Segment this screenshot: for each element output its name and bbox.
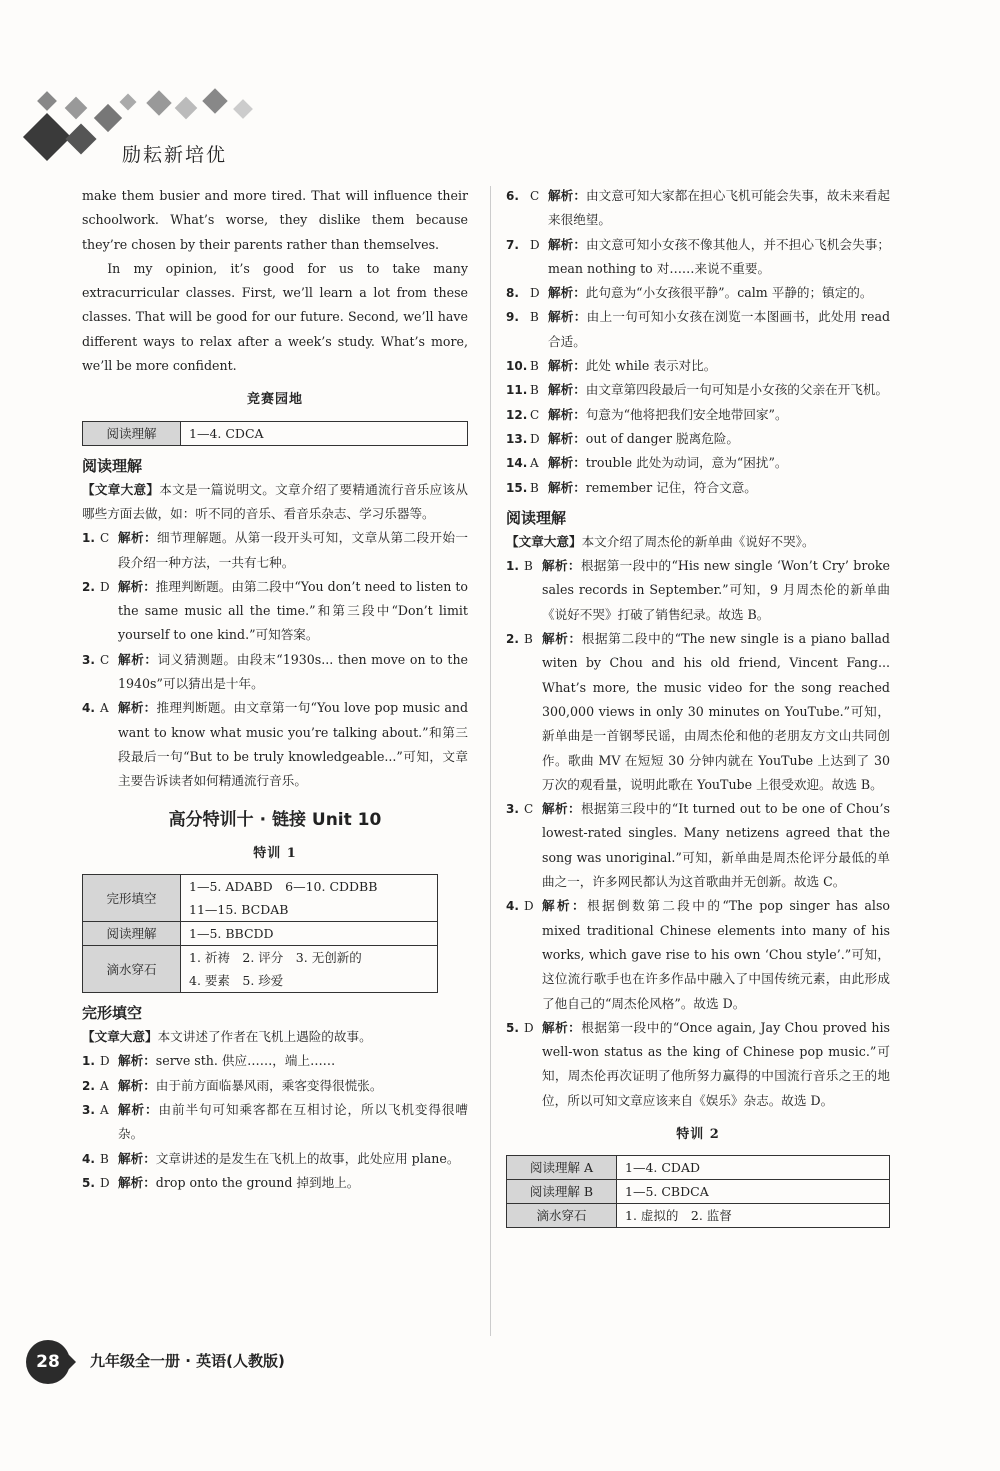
item-text: 根据第三段中的“It turned out to be one of Chou’s lowest-rated singles. Many netizens agreed that the song was unoriginal.”可知，新单曲是周杰伦评分最低的单曲之一，许多网民都认为这首歌曲并无创新。故选 C。: [542, 801, 890, 890]
item-answer: C: [530, 407, 540, 422]
list-item: [506, 184, 890, 233]
item-text: 文章讲述的是发生在飞机上的故事，此处应用 plane。: [155, 1150, 460, 1166]
list-item: [82, 648, 468, 697]
item-label: 解析：: [118, 1174, 156, 1190]
item-text: 由文意可知大家都在担心飞机可能会失事，故未来看起来很绝望。: [548, 188, 891, 228]
essay-paragraph: In my opinion, it’s good for us to take many extracurricular classes. First, we’ll learn a lot from these classes. That will be good for our future. Second, we’ll have different ways to relax after a week’s study. What’s more, we’ll be more confident.: [82, 260, 468, 374]
table-label: 阅读理解: [83, 421, 181, 445]
item-text: trouble 此处为动词，意为“困扰”。: [585, 455, 788, 471]
table-line: 4. 要素 5. 珍爱: [189, 973, 284, 989]
list-item: [82, 575, 468, 648]
left-column: [82, 184, 468, 1195]
table-label: 阅读理解 A: [507, 1156, 617, 1180]
list-item: [506, 627, 890, 797]
train2-title: 特训 2: [676, 1126, 720, 1142]
list-item: [82, 1147, 468, 1171]
item-label: 解析：: [542, 898, 588, 914]
item-label: 解析：: [542, 631, 582, 647]
table-row: [507, 1180, 890, 1204]
diamond-icon: [146, 90, 171, 115]
list-item: [82, 696, 468, 793]
item-answer: B: [100, 1151, 109, 1166]
list-item: [82, 1171, 468, 1195]
item-text: 由文章第四段最后一句可知是小女孩的父亲在开飞机。: [585, 382, 889, 398]
item-number: 12.: [506, 407, 528, 422]
table-value: 1—5. BBCDD: [181, 922, 438, 946]
right-column: [506, 184, 890, 1236]
diamond-icon: [120, 94, 137, 111]
item-text: 细节理解题。从第一段开头可知，文章从第二段开始一段介绍一种方法，一共有七种。: [118, 530, 469, 570]
item-answer: C: [530, 189, 540, 203]
item-label: 解析：: [118, 700, 157, 716]
item-answer: B: [530, 310, 539, 325]
diamond-icon: [175, 97, 198, 120]
table-row: [83, 922, 438, 946]
summary: [82, 1025, 468, 1049]
item-label: 解析：: [118, 1102, 159, 1118]
diamond-icon: [233, 99, 253, 119]
item-number: 8.: [506, 286, 519, 301]
table-label: 阅读理解: [83, 922, 181, 946]
table-row: [83, 946, 438, 993]
table-line: 1—5. ADABD 6—10. CDDBB: [189, 879, 378, 895]
summary-label: 【文章大意】: [82, 1029, 158, 1045]
item-label: 解析：: [548, 236, 587, 252]
table-row: [83, 875, 438, 922]
item-label: 解析：: [548, 455, 586, 471]
item-answer: D: [100, 579, 110, 594]
item-answer: B: [524, 559, 533, 574]
table-label: 滴水穿石: [83, 946, 181, 993]
item-label: 解析：: [548, 430, 586, 446]
item-label: 解析：: [548, 479, 586, 495]
book-title: 九年级全一册 · 英语(人教版): [90, 1352, 285, 1370]
table-value: [181, 875, 438, 922]
item-number: 3.: [82, 1103, 95, 1118]
item-number: 2.: [82, 1078, 95, 1093]
item-label: 解析：: [548, 188, 587, 203]
item-number: 6.: [506, 189, 519, 203]
item-number: 7.: [506, 237, 519, 252]
item-label: 解析：: [118, 578, 156, 594]
item-number: 15.: [506, 480, 528, 495]
item-label: 解析：: [118, 1077, 156, 1093]
item-label: 解析：: [542, 1019, 582, 1035]
table-value: 1. 虚拟的 2. 监督: [617, 1204, 890, 1228]
brand-title: 励耘新培优: [122, 144, 228, 166]
item-text: 句意为“他将把我们安全地带回家”。: [585, 406, 788, 422]
list-item: [506, 554, 890, 627]
table-value: 1—4. CDAD: [617, 1156, 890, 1180]
item-text: 推理判断题。由文章第一句“You love pop music and want to know what music you’re talking about.”和第三段最后一句“But to be truly knowledgeable...”可知，文章主要告诉读者如何精通流行音乐。: [118, 700, 469, 789]
item-number: 4.: [506, 899, 519, 914]
item-answer: B: [530, 480, 539, 495]
item-number: 1.: [506, 559, 519, 574]
item-number: 9.: [506, 310, 519, 325]
item-answer: C: [100, 531, 110, 546]
item-text: remember 记住，符合文意。: [585, 479, 757, 495]
item-answer: B: [524, 632, 533, 647]
list-item: [506, 354, 890, 378]
header-decoration: [22, 88, 382, 188]
list-item: [506, 1016, 890, 1113]
item-label: 解析：: [548, 358, 586, 374]
table-label: 阅读理解 B: [507, 1180, 617, 1204]
table-row: [507, 1204, 890, 1228]
table-line: 11—15. BCDAB: [189, 902, 289, 918]
item-label: 解析：: [118, 1150, 156, 1166]
item-text: 推理判断题。由第二段中“You don’t need to listen to the same music all the time.”和第三段中“Don’t limit yourself to one kind.”可知答案。: [118, 578, 469, 643]
item-text: 根据倒数第二段中的“The pop singer has also mixed traditional Chinese elements into many of his works, which gave rise to his own ‘Chou style’.”可知，这位流行歌手也在许多作品中融入了中国传统元素，由此形成了他自己的“周杰伦风格”。故选 D。: [542, 898, 891, 1011]
item-answer: A: [100, 701, 109, 716]
item-label: 解析：: [118, 1053, 156, 1069]
item-answer: D: [524, 899, 534, 914]
train1-answer-table: [82, 874, 438, 993]
item-text: 此处 while 表示对比。: [585, 358, 717, 374]
item-number: 4.: [82, 701, 95, 716]
item-answer: A: [530, 456, 539, 471]
item-number: 10.: [506, 359, 528, 374]
diamond-icon: [94, 104, 122, 132]
list-item: [82, 1049, 468, 1073]
summary-text: 本文是一篇说明文。文章介绍了要精通流行音乐应该从哪些方面去做，如：听不同的音乐、看音乐杂志、学习乐器等。: [82, 481, 469, 521]
table-line: 1. 祈祷 2. 评分 3. 无创新的: [189, 950, 362, 966]
item-answer: B: [530, 383, 539, 398]
item-answer: D: [530, 237, 540, 252]
list-item: [506, 378, 890, 402]
contest-answer-table: [82, 421, 468, 446]
item-answer: A: [100, 1103, 109, 1118]
item-label: 解析：: [118, 651, 158, 667]
train1-title: 特训 1: [253, 845, 297, 861]
item-answer: D: [530, 431, 540, 446]
item-text: 此句意为“小女孩很平静”。calm 平静的；镇定的。: [585, 285, 873, 301]
summary: [506, 530, 890, 554]
item-number: 5.: [82, 1175, 95, 1190]
diamond-icon: [37, 91, 57, 111]
item-label: 解析：: [548, 382, 586, 398]
item-text: 根据第一段中的“Once again, Jay Chou proved his well-won status as the king of Chinese pop music.”可知，周杰伦再次证明了他所努力赢得的中国流行音乐之王的地位，所以可知文章应该来自《娱乐》杂志。故选 D。: [542, 1019, 891, 1108]
summary-text: 本文讲述了作者在飞机上遇险的故事。: [157, 1029, 372, 1045]
contest-title: 竞赛园地: [246, 392, 303, 408]
item-answer: D: [524, 1020, 534, 1035]
item-text: 由前半句可知乘客都在互相讨论，所以飞机变得很嘈杂。: [118, 1102, 469, 1142]
item-answer: D: [530, 286, 540, 301]
item-text: 词义猜测题。由段末“1930s... then move on to the 1940s”可以猜出是十年。: [118, 651, 469, 692]
item-text: 由于前方面临暴风雨，乘客变得很慌张。: [155, 1077, 383, 1093]
item-answer: D: [100, 1054, 110, 1069]
item-number: 5.: [506, 1020, 519, 1035]
table-value: 1—4. CDCA: [181, 421, 468, 445]
item-number: 4.: [82, 1151, 95, 1166]
item-text: 由上一句可知小女孩在浏览一本图画书，此处用 read 合适。: [548, 309, 891, 349]
item-text: serve sth. 供应……，端上……: [155, 1053, 336, 1069]
table-row: [507, 1156, 890, 1180]
column-divider: [490, 186, 491, 1336]
section-title: 完形填空: [82, 1004, 143, 1023]
summary: [82, 478, 468, 527]
item-number: 13.: [506, 431, 528, 446]
item-number: 1.: [82, 531, 95, 546]
item-answer: A: [100, 1078, 109, 1093]
item-text: 由文意可知小女孩不像其他人，并不担心飞机会失事；mean nothing to 对……来说不重要。: [548, 236, 891, 276]
list-item: [506, 281, 890, 305]
item-answer: B: [530, 359, 539, 374]
item-number: 14.: [506, 456, 528, 471]
item-number: 2.: [82, 579, 95, 594]
item-number: 3.: [506, 802, 519, 817]
item-number: 11.: [506, 383, 528, 398]
list-item: [506, 476, 890, 500]
list-item: [506, 427, 890, 451]
list-item: [82, 526, 468, 575]
list-item: [506, 894, 890, 1015]
item-label: 解析：: [118, 530, 157, 546]
item-text: 根据第一段中的“His new single ‘Won’t Cry’ broke sales records in September.”可知，9 月周杰伦的新单曲《说好不哭》打破了销售纪录。故选 B。: [542, 558, 890, 622]
table-row: [83, 421, 468, 445]
item-text: 根据第二段中的“The new single is a piano ballad witen by Chou and his old friend, Vincent Fang... What’s more, the music video for the song reached 300,000 views in only 30 minutes on YouTube.”可知，新单曲是一首钢琴民谣，由周杰伦和他的老朋友方文山共同创作。歌曲 MV 在短短 30 分钟内就在 YouTube 上达到了 30 万次的观看量，说明此歌在 YouTube 上很受欢迎。故选 B。: [542, 631, 890, 792]
list-item: [506, 305, 890, 354]
page-number: 28: [26, 1340, 70, 1384]
list-item: [506, 233, 890, 282]
item-text: drop onto the ground 掉到地上。: [155, 1174, 360, 1190]
list-item: [506, 403, 890, 427]
table-value: 1—5. CBDCA: [617, 1180, 890, 1204]
table-label: 完形填空: [83, 875, 181, 922]
diamond-icon: [65, 97, 88, 120]
item-text: out of danger 脱离危险。: [585, 430, 739, 446]
diamond-icon: [23, 113, 71, 161]
unit-title: 高分特训十 · 链接 Unit 10: [168, 809, 382, 830]
summary-label: 【文章大意】: [506, 533, 582, 549]
list-item: [82, 1098, 468, 1147]
table-label: 滴水穿石: [507, 1204, 617, 1228]
section-title: 阅读理解: [82, 456, 143, 475]
list-item: [506, 797, 890, 894]
list-item: [82, 1074, 468, 1098]
item-number: 2.: [506, 632, 519, 647]
table-value: [181, 946, 438, 993]
train2-answer-table: [506, 1155, 890, 1228]
diamond-icon: [65, 123, 96, 154]
page-number-arrow: [64, 1350, 76, 1374]
diamond-icon: [202, 88, 227, 113]
item-number: 3.: [82, 652, 95, 667]
section-title: 阅读理解: [506, 508, 567, 527]
summary-text: 本文介绍了周杰伦的新单曲《说好不哭》。: [581, 533, 815, 549]
item-label: 解析：: [542, 558, 581, 574]
essay-paragraph: make them busier and more tired. That will influence their schoolwork. What’s worse, they dislike them because they’re chosen by their parents rather than themselves.: [82, 188, 468, 252]
item-number: 1.: [82, 1054, 95, 1069]
item-answer: C: [524, 802, 534, 817]
item-answer: C: [100, 652, 110, 667]
item-label: 解析：: [542, 801, 581, 817]
item-label: 解析：: [548, 309, 587, 325]
list-item: [506, 451, 890, 475]
item-label: 解析：: [548, 285, 586, 301]
item-answer: D: [100, 1175, 110, 1190]
item-label: 解析：: [548, 406, 586, 422]
summary-label: 【文章大意】: [82, 481, 160, 497]
